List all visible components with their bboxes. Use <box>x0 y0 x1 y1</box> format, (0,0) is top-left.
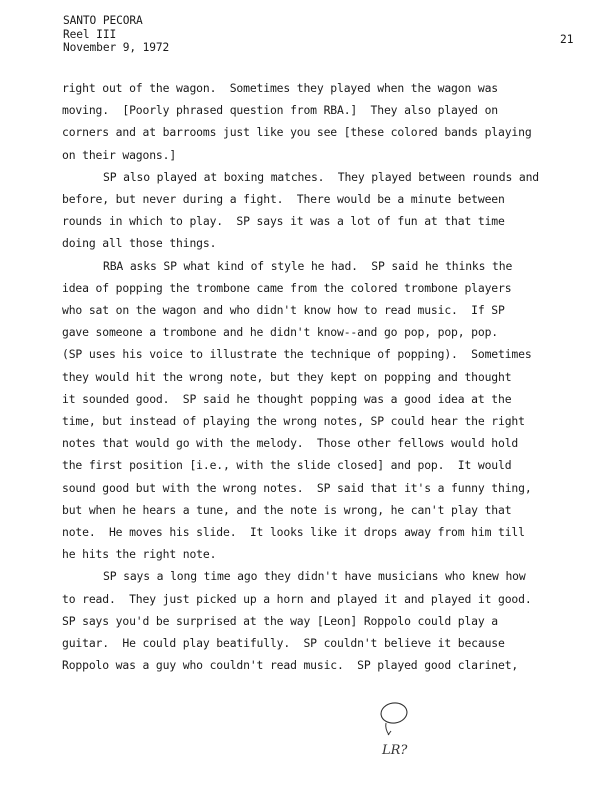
interviewee-name: SANTO PECORA <box>63 14 143 27</box>
text-line: (SP uses his voice to illustrate the technique of popping). Sometimes <box>62 347 532 362</box>
text-line: doing all those things. <box>62 236 217 251</box>
transcript-body <box>62 77 582 676</box>
text-line: it sounded good. SP said he thought popping was a good idea at the <box>62 391 512 406</box>
text-line: SP says you'd be surprised at the way [Leon] Roppolo could play a <box>62 613 499 628</box>
text-line: they would hit the wrong note, but they kept on popping and thought <box>62 369 512 384</box>
text-line: to read. They just picked up a horn and played it and played it good. <box>62 591 532 606</box>
text-line: SP also played at boxing matches. They played between rounds and <box>103 169 540 184</box>
text-line: but when he hears a tune, and the note is wrong, he can't play that <box>62 502 512 517</box>
text-line: idea of popping the trombone came from the colored trombone players <box>62 280 512 295</box>
annotation-note: LR? <box>382 743 408 758</box>
text-line: moving. [Poorly phrased question from RBA.] They also played on <box>62 103 499 118</box>
reel-label: Reel III <box>63 27 117 41</box>
page-number: 21 <box>560 33 574 46</box>
text-line: who sat on the wagon and who didn't know how to read music. If SP <box>62 303 505 318</box>
text-line: on their wagons.] <box>62 147 177 162</box>
text-line: right out of the wagon. Sometimes they played when the wagon was <box>62 81 499 95</box>
handwritten-mark-icon <box>372 702 432 772</box>
page-header <box>63 14 169 55</box>
interview-date: November 9, 1972 <box>63 41 170 54</box>
text-line: note. He moves his slide. It looks like it drops away from him till <box>62 525 525 540</box>
text-line: he hits the right note. <box>62 547 217 562</box>
handwritten-annotation <box>372 702 432 772</box>
text-line: notes that would go with the melody. Those other fellows would hold <box>62 436 519 451</box>
text-line: SP says a long time ago they didn't have musicians who knew how <box>103 569 526 584</box>
text-line: sound good but with the wrong notes. SP said that it's a funny thing, <box>62 480 532 495</box>
text-line: corners and at barrooms just like you see [these colored bands playing <box>62 125 532 140</box>
text-line: rounds in which to play. SP says it was a lot of fun at that time <box>62 214 505 229</box>
text-line: RBA asks SP what kind of style he had. SP said he thinks the <box>103 258 513 273</box>
text-line: the first position [i.e., with the slide closed] and pop. It would <box>62 458 512 473</box>
text-line: Roppolo was a guy who couldn't read music. SP played good clarinet, <box>62 658 519 673</box>
text-line: gave someone a trombone and he didn't know--and go pop, pop, pop. <box>62 325 499 340</box>
text-line: time, but instead of playing the wrong notes, SP could hear the right <box>62 414 525 429</box>
text-line: before, but never during a fight. There would be a minute between <box>62 192 505 207</box>
text-line: guitar. He could play beatifully. SP couldn't believe it because <box>62 636 505 651</box>
